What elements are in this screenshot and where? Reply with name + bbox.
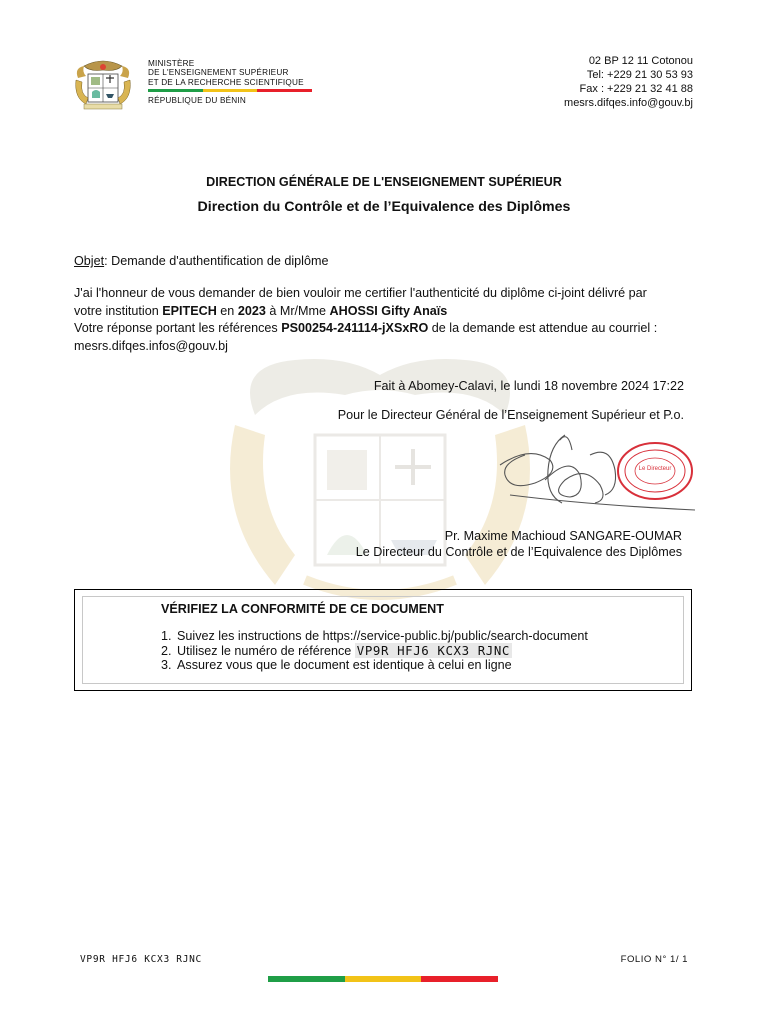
- text-fragment: votre institution: [74, 303, 163, 318]
- verification-code: VP9R HFJ6 KCX3 RJNC: [356, 642, 510, 658]
- contact-fax: Fax : +229 21 32 41 88: [579, 83, 693, 95]
- footer-flag-bar: [268, 976, 498, 982]
- step-number: 2.: [161, 643, 172, 658]
- contact-address: 02 BP 12 11 Cotonou: [588, 55, 693, 67]
- verification-box: [74, 589, 692, 691]
- request-paragraph: [74, 285, 704, 355]
- direction-title: Direction du Contrôle et de l’Equivalence des Diplômes: [197, 199, 571, 215]
- verification-inner-frame: [82, 596, 684, 684]
- step-text: Suivez les instructions de https://service-public.bj/public/search-document: [177, 629, 588, 643]
- contact-email: mesrs.difqes.info@gouv.bj: [564, 97, 693, 109]
- holder-name: AHOSSI Gifty Anaïs: [329, 303, 448, 318]
- verification-step-1: [161, 629, 588, 644]
- contact-block: [564, 54, 693, 110]
- verification-title: VÉRIFIEZ LA CONFORMITÉ DE CE DOCUMENT: [161, 602, 444, 616]
- direction-generale-title: DIRECTION GÉNÉRALE DE L'ENSEIGNEMENT SUPÉRIEUR: [206, 175, 562, 189]
- coat-of-arms-icon: [72, 58, 134, 112]
- footer-document-code: VP9R HFJ6 KCX3 RJNC: [80, 954, 202, 965]
- text-fragment: Votre réponse portant les références: [74, 321, 282, 335]
- text-fragment: de la demande est attendue au courriel :: [428, 321, 658, 335]
- step-number: 1.: [161, 629, 172, 643]
- official-stamp: [615, 440, 695, 502]
- step-number: 3.: [161, 658, 172, 672]
- request-line-1: J'ai l'honneur de vous demander de bien vouloir me certifier l'authenticité du diplôme ci-joint délivré par: [74, 286, 647, 300]
- step-text: Assurez vous que le document est identique à celui en ligne: [177, 658, 512, 672]
- stamp-text: Le Directeur: [638, 466, 672, 472]
- footer-folio: FOLIO N° 1/ 1: [620, 954, 688, 965]
- text-fragment: à Mr/Mme: [265, 303, 330, 318]
- signatory-title: Le Directeur du Contrôle et de l’Equivalence des Diplômes: [355, 545, 682, 559]
- verification-step-2: [161, 644, 588, 659]
- ministry-block: [148, 59, 312, 106]
- text-fragment: en: [216, 303, 238, 318]
- object-line: [74, 253, 328, 271]
- response-email: mesrs.difqes.infos@gouv.bj: [74, 338, 228, 353]
- verification-step-3: [161, 658, 588, 673]
- republic-label: RÉPUBLIQUE DU BÉNIN: [148, 96, 246, 106]
- signatory-name: Pr. Maxime Machioud SANGARE-OUMAR: [444, 529, 682, 543]
- on-behalf-line: Pour le Directeur Général de l’Enseignement Supérieur et P.o.: [337, 408, 684, 422]
- contact-phone: Tel: +229 21 30 53 93: [586, 69, 693, 81]
- diploma-year: 2023: [237, 303, 266, 318]
- ministry-line: DE L'ENSEIGNEMENT SUPÉRIEUR: [148, 68, 289, 78]
- ministry-flag-bar: [148, 89, 312, 92]
- request-line-2: [74, 303, 704, 321]
- object-label: Objet: [74, 254, 105, 268]
- object-text: : Demande d'authentification de diplôme: [104, 254, 329, 268]
- verification-steps: [161, 629, 588, 673]
- ministry-line: ET DE LA RECHERCHE SCIENTIFIQUE: [148, 77, 304, 87]
- request-line-3: [74, 320, 704, 338]
- request-reference: PS00254-241114-jXSxRO: [281, 321, 429, 335]
- step-text: Utilisez le numéro de référence: [177, 643, 355, 658]
- date-place-line: Fait à Abomey-Calavi, le lundi 18 novembre 2024 17:22: [373, 379, 684, 393]
- institution-name: EPITECH: [162, 303, 217, 318]
- ministry-line: MINISTÈRE: [148, 59, 195, 68]
